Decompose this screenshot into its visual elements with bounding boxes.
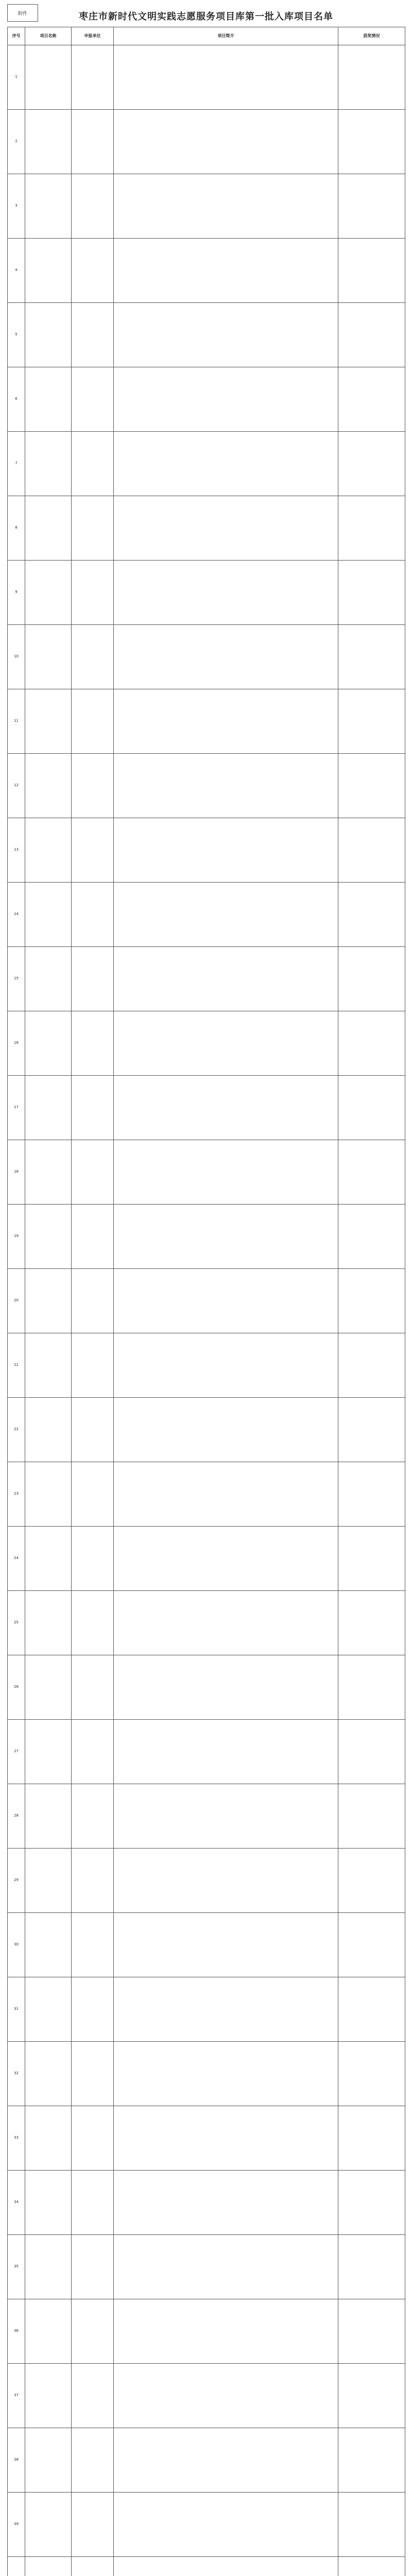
row-number: 8 (8, 496, 25, 561)
applicant-unit (72, 2299, 114, 2364)
row-number: 15 (8, 947, 25, 1011)
applicant-unit (72, 2171, 114, 2235)
applicant-unit (72, 1140, 114, 1205)
project-description (114, 2299, 338, 2364)
project-name (25, 561, 72, 625)
award-info (338, 45, 405, 110)
award-info (338, 367, 405, 432)
project-name (25, 2106, 72, 2171)
table-body (8, 45, 405, 2576)
row-number: 11 (8, 689, 25, 754)
project-description (114, 2428, 338, 2493)
applicant-unit (72, 625, 114, 689)
table-row (8, 883, 405, 947)
award-info (338, 2042, 405, 2106)
project-name (25, 2428, 72, 2493)
award-info (338, 1011, 405, 1076)
applicant-unit (72, 2106, 114, 2171)
project-description (114, 1655, 338, 1720)
award-info (338, 432, 405, 496)
table-row (8, 45, 405, 110)
row-number: 2 (8, 110, 25, 174)
applicant-unit (72, 1076, 114, 1140)
table-row (8, 1913, 405, 1977)
project-name (25, 1398, 72, 1462)
applicant-unit (72, 2428, 114, 2493)
row-number: 13 (8, 818, 25, 883)
award-info (338, 2299, 405, 2364)
project-description (114, 818, 338, 883)
award-info (338, 2235, 405, 2299)
table-row (8, 1076, 405, 1140)
award-info (338, 174, 405, 239)
project-description (114, 2042, 338, 2106)
project-name (25, 2364, 72, 2428)
table-row (8, 2364, 405, 2428)
project-description (114, 754, 338, 818)
project-description (114, 2235, 338, 2299)
project-name (25, 1205, 72, 1269)
project-name (25, 2171, 72, 2235)
row-number: 4 (8, 239, 25, 303)
row-number: 25 (8, 1591, 25, 1655)
project-name (25, 303, 72, 367)
row-number: 37 (8, 2364, 25, 2428)
row-number: 6 (8, 367, 25, 432)
award-info (338, 1269, 405, 1333)
table-row (8, 239, 405, 303)
table-row (8, 1720, 405, 1784)
award-info (338, 239, 405, 303)
table-row (8, 2042, 405, 2106)
applicant-unit (72, 1655, 114, 1720)
project-description (114, 1205, 338, 1269)
project-description (114, 2493, 338, 2557)
project-name (25, 1140, 72, 1205)
project-name (25, 496, 72, 561)
table-row (8, 1977, 405, 2042)
award-info (338, 2364, 405, 2428)
award-info (338, 2171, 405, 2235)
applicant-unit (72, 303, 114, 367)
project-description (114, 496, 338, 561)
project-name (25, 947, 72, 1011)
project-description (114, 174, 338, 239)
row-number: 7 (8, 432, 25, 496)
project-name (25, 1333, 72, 1398)
applicant-unit (72, 1591, 114, 1655)
row-number: 32 (8, 2042, 25, 2106)
project-name (25, 2235, 72, 2299)
row-number: 18 (8, 1140, 25, 1205)
table-row (8, 754, 405, 818)
award-info (338, 1333, 405, 1398)
project-description (114, 367, 338, 432)
project-description (114, 1140, 338, 1205)
award-info (338, 947, 405, 1011)
award-info (338, 2493, 405, 2557)
award-info (338, 883, 405, 947)
applicant-unit (72, 2493, 114, 2557)
row-number: 24 (8, 1527, 25, 1591)
project-description (114, 303, 338, 367)
row-number: 28 (8, 1784, 25, 1849)
award-info (338, 561, 405, 625)
award-info (338, 754, 405, 818)
table-row (8, 496, 405, 561)
table-row (8, 1462, 405, 1527)
project-description (114, 432, 338, 496)
project-name (25, 1913, 72, 1977)
project-description (114, 1784, 338, 1849)
attachment-label: 附件 (7, 4, 38, 22)
project-name (25, 2042, 72, 2106)
applicant-unit (72, 947, 114, 1011)
project-name (25, 1720, 72, 1784)
project-description (114, 1333, 338, 1398)
project-name (25, 2557, 72, 2576)
project-description (114, 2557, 338, 2576)
row-number (8, 2557, 25, 2576)
row-number: 20 (8, 1269, 25, 1333)
project-name (25, 239, 72, 303)
project-description (114, 1398, 338, 1462)
table-row (8, 2171, 405, 2235)
row-number: 34 (8, 2171, 25, 2235)
table-row (8, 947, 405, 1011)
award-info (338, 1913, 405, 1977)
award-info (338, 1398, 405, 1462)
project-name (25, 1527, 72, 1591)
award-info (338, 1462, 405, 1527)
award-info (338, 2557, 405, 2576)
row-number: 23 (8, 1462, 25, 1527)
project-description (114, 625, 338, 689)
project-name (25, 2493, 72, 2557)
award-info (338, 818, 405, 883)
row-number: 9 (8, 561, 25, 625)
award-info (338, 689, 405, 754)
applicant-unit (72, 1784, 114, 1849)
applicant-unit (72, 1977, 114, 2042)
row-number: 33 (8, 2106, 25, 2171)
project-table (7, 27, 405, 2576)
applicant-unit (72, 1913, 114, 1977)
project-description (114, 1527, 338, 1591)
award-info (338, 1784, 405, 1849)
row-number: 31 (8, 1977, 25, 2042)
header-unit: 申报单位 (72, 27, 114, 45)
project-name (25, 818, 72, 883)
applicant-unit (72, 1849, 114, 1913)
award-info (338, 1977, 405, 2042)
applicant-unit (72, 432, 114, 496)
project-name (25, 174, 72, 239)
project-name (25, 1591, 72, 1655)
project-description (114, 1591, 338, 1655)
table-row (8, 1205, 405, 1269)
project-description (114, 2171, 338, 2235)
project-name (25, 1977, 72, 2042)
project-description (114, 45, 338, 110)
row-number: 38 (8, 2428, 25, 2493)
project-name (25, 883, 72, 947)
project-name (25, 1849, 72, 1913)
applicant-unit (72, 1205, 114, 1269)
table-row (8, 689, 405, 754)
row-number: 1 (8, 45, 25, 110)
applicant-unit (72, 2042, 114, 2106)
award-info (338, 303, 405, 367)
row-number: 19 (8, 1205, 25, 1269)
header-no: 序号 (8, 27, 25, 45)
applicant-unit (72, 818, 114, 883)
project-name (25, 432, 72, 496)
table-row (8, 1140, 405, 1205)
project-name (25, 1655, 72, 1720)
applicant-unit (72, 1269, 114, 1333)
project-name (25, 625, 72, 689)
project-name (25, 1462, 72, 1527)
document-title: 枣庄市新时代文明实践志愿服务项目库第一批入库项目名单 (79, 11, 333, 22)
award-info (338, 1076, 405, 1140)
row-number: 36 (8, 2299, 25, 2364)
award-info (338, 2106, 405, 2171)
applicant-unit (72, 239, 114, 303)
table-row (8, 818, 405, 883)
table-row (8, 561, 405, 625)
header-name: 项目名称 (25, 27, 72, 45)
table-row (8, 432, 405, 496)
project-description (114, 689, 338, 754)
project-name (25, 1076, 72, 1140)
table-row (8, 1784, 405, 1849)
table-row (8, 110, 405, 174)
row-number: 10 (8, 625, 25, 689)
award-info (338, 1527, 405, 1591)
applicant-unit (72, 2364, 114, 2428)
table-row (8, 1591, 405, 1655)
header-desc: 项目简介 (114, 27, 338, 45)
row-number: 26 (8, 1655, 25, 1720)
table-row (8, 1655, 405, 1720)
applicant-unit (72, 1527, 114, 1591)
applicant-unit (72, 174, 114, 239)
applicant-unit (72, 1462, 114, 1527)
applicant-unit (72, 2235, 114, 2299)
row-number: 39 (8, 2493, 25, 2557)
applicant-unit (72, 1720, 114, 1784)
row-number: 30 (8, 1913, 25, 1977)
project-description (114, 1977, 338, 2042)
header-award: 获奖情况 (338, 27, 405, 45)
applicant-unit (72, 45, 114, 110)
project-description (114, 1011, 338, 1076)
applicant-unit (72, 1333, 114, 1398)
project-name (25, 689, 72, 754)
award-info (338, 1849, 405, 1913)
award-info (338, 1591, 405, 1655)
row-number: 14 (8, 883, 25, 947)
table-row (8, 2493, 405, 2557)
table-row (8, 2106, 405, 2171)
row-number: 17 (8, 1076, 25, 1140)
project-description (114, 561, 338, 625)
table-row (8, 367, 405, 432)
applicant-unit (72, 689, 114, 754)
applicant-unit (72, 2557, 114, 2576)
table-row (8, 2235, 405, 2299)
table-row (8, 1011, 405, 1076)
table-row (8, 174, 405, 239)
applicant-unit (72, 561, 114, 625)
project-name (25, 2299, 72, 2364)
award-info (338, 1655, 405, 1720)
table-header-row (8, 27, 405, 45)
row-number: 12 (8, 754, 25, 818)
award-info (338, 1205, 405, 1269)
row-number: 29 (8, 1849, 25, 1913)
award-info (338, 496, 405, 561)
row-number: 3 (8, 174, 25, 239)
award-info (338, 1720, 405, 1784)
project-description (114, 110, 338, 174)
project-description (114, 1913, 338, 1977)
project-name (25, 1011, 72, 1076)
row-number: 16 (8, 1011, 25, 1076)
table-row (8, 1269, 405, 1333)
award-info (338, 2428, 405, 2493)
project-description (114, 2106, 338, 2171)
row-number: 35 (8, 2235, 25, 2299)
applicant-unit (72, 110, 114, 174)
table-row (8, 2299, 405, 2364)
table-row (8, 1849, 405, 1913)
project-description (114, 947, 338, 1011)
row-number: 21 (8, 1333, 25, 1398)
applicant-unit (72, 1011, 114, 1076)
table-row (8, 1527, 405, 1591)
row-number: 22 (8, 1398, 25, 1462)
project-description (114, 883, 338, 947)
award-info (338, 110, 405, 174)
table-row (8, 2428, 405, 2493)
project-description (114, 1076, 338, 1140)
table-row (8, 1398, 405, 1462)
project-name (25, 1784, 72, 1849)
project-description (114, 1462, 338, 1527)
applicant-unit (72, 883, 114, 947)
project-name (25, 45, 72, 110)
project-description (114, 1849, 338, 1913)
project-description (114, 1720, 338, 1784)
award-info (338, 625, 405, 689)
project-description (114, 239, 338, 303)
project-name (25, 110, 72, 174)
project-description (114, 2364, 338, 2428)
applicant-unit (72, 496, 114, 561)
table-row (8, 625, 405, 689)
award-info (338, 1140, 405, 1205)
project-name (25, 1269, 72, 1333)
applicant-unit (72, 754, 114, 818)
project-name (25, 367, 72, 432)
table-row (8, 1333, 405, 1398)
project-description (114, 1269, 338, 1333)
applicant-unit (72, 1398, 114, 1462)
table-row (8, 303, 405, 367)
table-row (8, 2557, 405, 2576)
row-number: 5 (8, 303, 25, 367)
project-name (25, 754, 72, 818)
applicant-unit (72, 367, 114, 432)
row-number: 27 (8, 1720, 25, 1784)
